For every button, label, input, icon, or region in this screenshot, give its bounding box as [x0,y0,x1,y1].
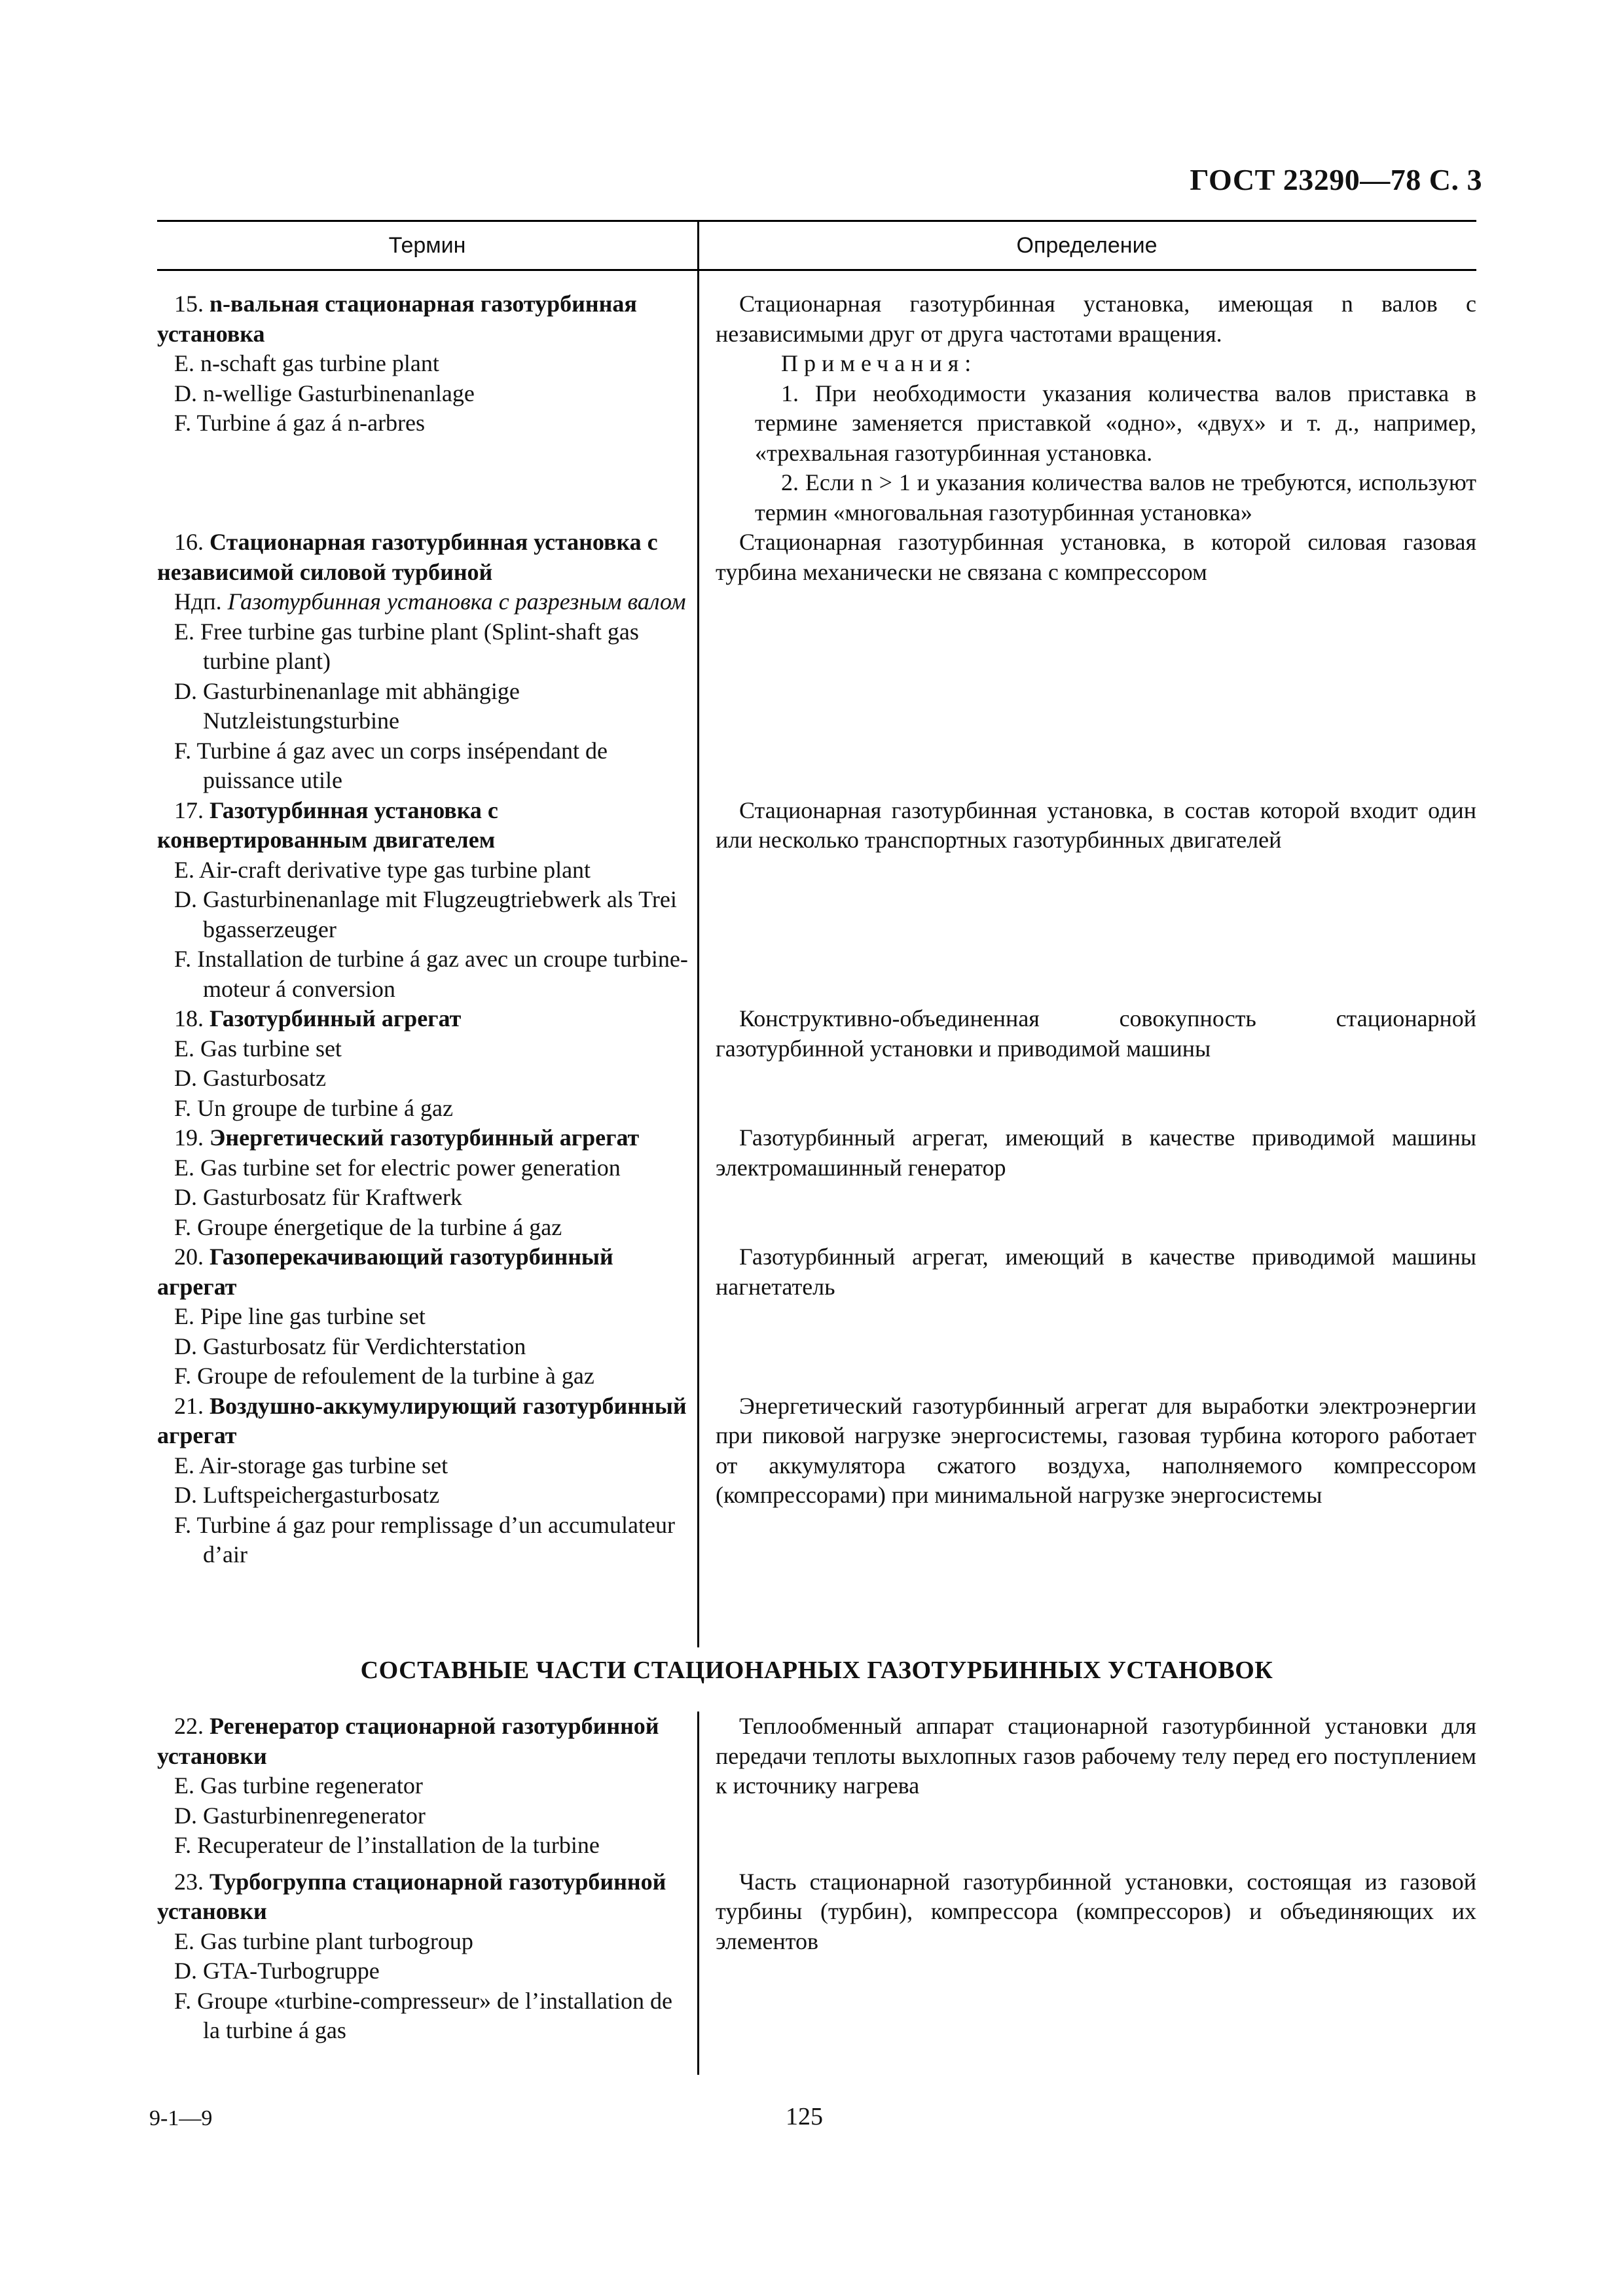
definition-text: Часть стационарной газотурбинной установки, состоящая из газовой турбины (турбин), компрессора (компрессоров) и объединяющих их элементов [716,1868,1476,1954]
term-name: Воздушно-аккумулирующий газотурбинный агрегат [157,1392,687,1448]
foreign-equivalent-fr: F. Turbine á gaz á n-arbres [174,410,426,436]
foreign-equivalent-en: E. Gas turbine set [174,1035,342,1062]
table-header [157,220,1476,271]
definition-text: Конструктивно-объединенная совокупность стационарной газотурбинной установки и приводимой машины [716,1005,1476,1062]
term-heading: 15. n-вальная стационарная газотурбинная установка [157,291,637,347]
term-column-header: Термин [388,232,466,258]
definition-cell [697,796,1476,1005]
definition-cell [697,1867,1476,2046]
term-heading: 17. Газотурбинная установка с конвертированным двигателем [157,797,498,853]
term-cell [157,1867,697,2046]
term-cell [157,1123,697,1242]
foreign-equivalent-de: D. Luftspeichergasturbosatz [174,1482,440,1508]
foreign-equivalent-fr: F. Groupe de refoulement de la turbine à gaz [174,1363,594,1389]
table-body [157,271,1476,1570]
term-entry-21 [157,1391,1476,1570]
column-divider [697,220,699,1647]
foreign-equivalent-fr: F. Recuperateur de l’installation de la turbine [174,1832,600,1858]
term-entry-17 [157,796,1476,1005]
term-entry-20 [157,1242,1476,1391]
term-heading: 23. Турбогруппа стационарной газотурбинной установки [157,1868,666,1924]
definition-text: Теплообменный аппарат стационарной газотурбинной установки для передачи теплоты выхлопных газов рабочему телу перед его поступлением к источнику нагрева [716,1713,1476,1799]
foreign-equivalent-fr: F. Groupe énergetique de la turbine á gaz [174,1213,562,1240]
foreign-equivalent-en: E. Air-storage gas turbine set [174,1452,448,1479]
definition-cell [697,1123,1476,1242]
foreign-equivalent-en: E. Gas turbine regenerator [174,1772,423,1799]
section-heading: СОСТАВНЫЕ ЧАСТИ СТАЦИОНАРНЫХ ГАЗОТУРБИННЫХ УСТАНОВОК [360,1657,1273,1684]
foreign-equivalent-en: E. Air-craft derivative type gas turbine plant [174,856,591,883]
term-cell [157,796,697,1005]
term-entry-15 [157,289,1476,528]
foreign-equivalent-de: D. Gasturbinenanlage mit Flugzeugtriebwerk als Trei bgasserzeuger [174,886,677,942]
terms-table [157,220,1476,1570]
foreign-equivalent-de: D. Gasturbosatz für Kraftwerk [174,1184,462,1210]
definition-column-header: Определение [1016,232,1158,258]
definition-text: Энергетический газотурбинный агрегат для выработки электроэнергии при пиковой нагрузке энергосистемы, газовая турбина которого работает от аккумулятора сжатого воздуха, наполняемого компрессором (компрессорами) при минимальной нагрузке энергосистемы [716,1392,1476,1508]
foreign-equivalent-fr: F. Groupe «turbine-compresseur» de l’installation de la turbine á gas [174,1987,672,2043]
term-name: Энергетический газотурбинный агрегат [210,1124,640,1151]
term-cell [157,528,697,796]
foreign-equivalent-de: D. Gasturbinenanlage mit abhängige Nutzleistungsturbine [174,677,520,734]
definition-text: Газотурбинный агрегат, имеющий в качестве приводимой машины нагнетатель [716,1244,1476,1300]
foreign-equivalent-de: D. n-wellige Gasturbinenanlage [174,380,475,406]
print-code: 9-1—9 [149,2106,213,2130]
term-name: Газотурбинная установка с конвертированным двигателем [157,797,498,853]
term-heading: 21. Воздушно-аккумулирующий газотурбинный агрегат [157,1392,687,1448]
foreign-equivalent-de: D. GTA-Turbogruppe [174,1958,380,1984]
foreign-equivalent-de: D. Gasturbosatz für Verdichterstation [174,1333,526,1359]
foreign-equivalent-fr: F. Installation de turbine á gaz avec un croupe turbine-moteur á conversion [174,946,688,1002]
term-entry-18 [157,1004,1476,1123]
definition-text: Стационарная газотурбинная установка, в которой силовая газовая турбина механически не связана с компрессором [716,529,1476,585]
definition-cell [697,1391,1476,1570]
term-cell [157,289,697,528]
term-name: Газоперекачивающий газотурбинный агрегат [157,1244,613,1300]
terms-table-continued [157,1712,1476,2046]
definition-text: Стационарная газотурбинная установка, имеющая n валов с независимыми друг от друга частотами вращения. [716,291,1476,347]
term-entry-22 [157,1712,1476,1861]
page-number: 125 [786,2103,823,2130]
definition-text: Газотурбинный агрегат, имеющий в качестве приводимой машины электромашинный генератор [716,1124,1476,1181]
foreign-equivalent-en: E. Pipe line gas turbine set [174,1303,426,1329]
term-cell [157,1712,697,1861]
column-divider [697,1712,699,2075]
term-heading: 19. Энергетический газотурбинный агрегат [174,1124,640,1151]
foreign-equivalent-fr: F. Turbine á gaz avec un corps insépendant de puissance utile [174,737,608,793]
term-name: n-вальная стационарная газотурбинная установка [157,291,637,347]
term-name: Стационарная газотурбинная установка с независимой силовой турбиной [157,529,658,585]
definition-cell [697,1242,1476,1391]
foreign-equivalent-en: E. Gas turbine set for electric power generation [174,1154,621,1181]
notes-heading: Примечания: [781,350,977,376]
foreign-equivalent-fr: F. Un groupe de turbine á gaz [174,1094,453,1121]
term-name: Турбогруппа стационарной газотурбинной установки [157,1868,666,1924]
foreign-equivalent-en: E. Free turbine gas turbine plant (Splint-shaft gas turbine plant) [174,618,639,674]
term-name: Регенератор стационарной газотурбинной установки [157,1713,659,1769]
term-entry-19 [157,1123,1476,1242]
term-cell [157,1242,697,1391]
definition-cell [697,289,1476,528]
term-heading: 22. Регенератор стационарной газотурбинной установки [157,1713,659,1769]
term-heading: 18. Газотурбинный агрегат [174,1005,462,1031]
note-item: 2. Если n > 1 и указания количества валов не требуются, используют термин «многовальная газотурбинная установка» [755,469,1476,526]
document-reference: ГОСТ 23290—78 С. 3 [1190,163,1482,196]
term-cell [157,1391,697,1570]
foreign-equivalent-de: D. Gasturbinenregenerator [174,1802,426,1829]
term-heading: 16. Стационарная газотурбинная установка с независимой силовой турбиной [157,529,658,585]
note-item: 1. При необходимости указания количества валов приставка в термине заменяется приставкой «одно», «двух» и т. д., например, «трехвальная газотурбинная установка. [755,380,1476,466]
foreign-equivalent-en: E. n-schaft gas turbine plant [174,350,439,376]
term-name: Газотурбинный агрегат [210,1005,462,1031]
definition-cell [697,528,1476,796]
definition-cell [697,1712,1476,1861]
term-entry-16 [157,528,1476,796]
term-entry-23 [157,1867,1476,2046]
deprecated-term: Ндп. Газотурбинная установка с разрезным валом [174,588,686,615]
definition-text: Стационарная газотурбинная установка, в состав которой входит один или несколько транспортных газотурбинных двигателей [716,797,1476,853]
definition-cell [697,1004,1476,1123]
term-heading: 20. Газоперекачивающий газотурбинный агрегат [157,1244,613,1300]
foreign-equivalent-en: E. Gas turbine plant turbogroup [174,1928,473,1954]
foreign-equivalent-de: D. Gasturbosatz [174,1065,326,1091]
term-cell [157,1004,697,1123]
foreign-equivalent-fr: F. Turbine á gaz pour remplissage d’un accumulateur d’air [174,1511,675,1568]
